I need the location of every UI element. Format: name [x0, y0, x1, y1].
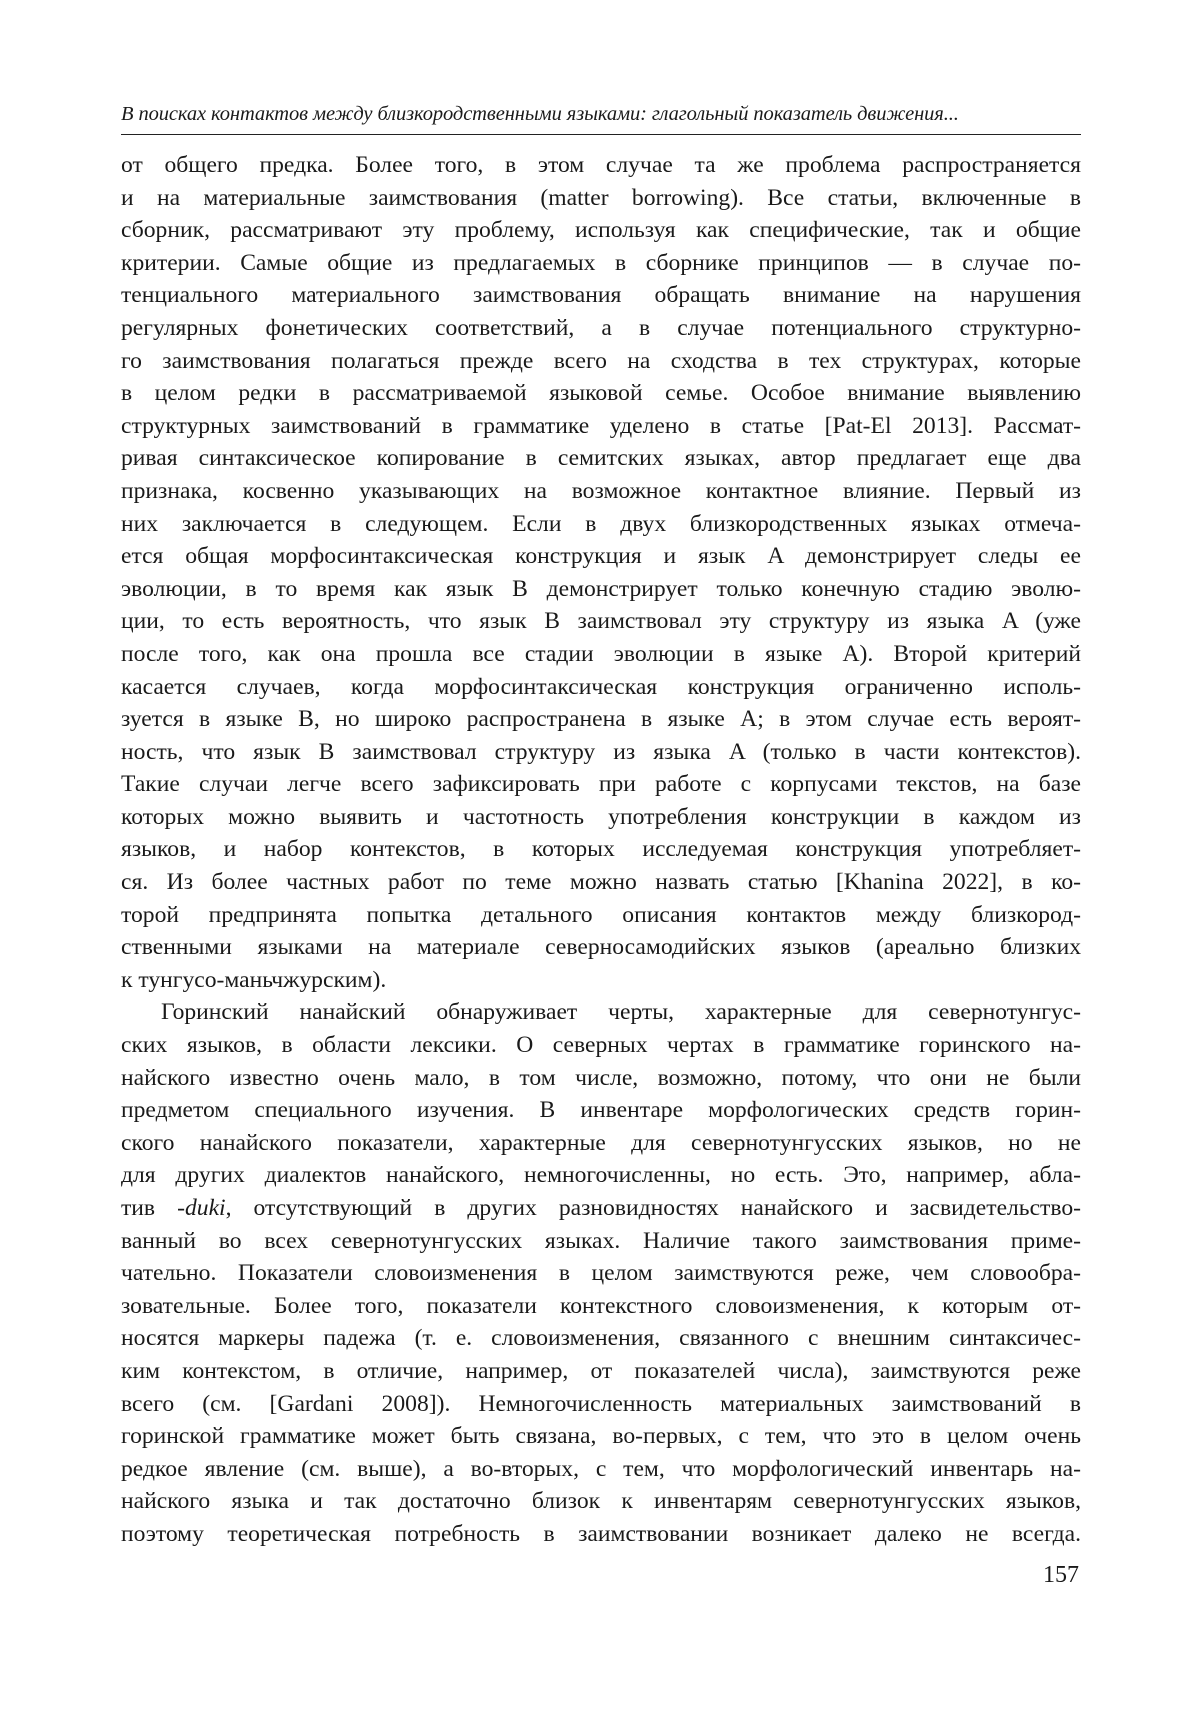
body-text	[121, 149, 1081, 1551]
text-line: ции, то есть вероятность, что язык B заимствовал эту структуру из языка A (уже	[121, 608, 1081, 635]
text-line: ванный во всех севернотунгусских языках. Наличие такого заимствования приме-	[121, 1227, 1081, 1254]
text-line: поэтому теоретическая потребность в заимствовании возникает далеко не всегда.	[121, 1520, 1081, 1547]
text-line: найского известно очень мало, в том числе, возможно, потому, что они не были	[121, 1064, 1081, 1091]
text-line: торой предпринята попытка детального описания контактов между близкород-	[121, 901, 1081, 928]
text-line: и на материальные заимствования (matter borrowing). Все статьи, включенные в	[121, 184, 1081, 211]
text-line: касается случаев, когда морфосинтаксическая конструкция ограниченно исполь-	[121, 673, 1081, 700]
text-line: сборник, рассматривают эту проблему, используя как специфические, так и общие	[121, 217, 1081, 244]
text-line: тенциального материального заимствования обращать внимание на нарушения	[121, 282, 1081, 309]
text-line: для других диалектов нанайского, немногочисленны, но есть. Это, например, абла-	[121, 1162, 1081, 1189]
text-line: структурных заимствований в грамматике уделено в статье [Pat-El 2013]. Рассмат-	[121, 412, 1081, 439]
text-segment: тив	[121, 1195, 178, 1221]
page-number: 157	[1043, 1562, 1079, 1588]
text-line: ского нанайского показатели, характерные для севернотунгусских языков, но не	[121, 1129, 1081, 1156]
text-line: ственными языками на материале северносамодийских языков (ареально близких	[121, 934, 1081, 961]
text-line: зовательные. Более того, показатели контекстного словоизменения, к которым от-	[121, 1292, 1081, 1319]
text-line: носятся маркеры падежа (т. е. словоизменения, связанного с внешним синтаксичес-	[121, 1325, 1081, 1352]
text-line: языков, и набор контекстов, в которых исследуемая конструкция употребляет-	[121, 836, 1081, 863]
paragraph-1	[121, 149, 1081, 996]
text-line: после того, как она прошла все стадии эволюции в языке A). Второй критерий	[121, 640, 1081, 667]
text-line: найского языка и так достаточно близок к инвентарям севернотунгусских языков,	[121, 1488, 1081, 1515]
text-line: всего (см. [Gardani 2008]). Немногочисленность материальных заимствований в	[121, 1390, 1081, 1417]
text-line: предметом специального изучения. В инвентаре морфологических средств горин-	[121, 1097, 1081, 1124]
text-line: ется общая морфосинтаксическая конструкция и язык A демонстрирует следы ее	[121, 543, 1081, 570]
text-line: горинской грамматике может быть связана, во-первых, с тем, что это в целом очень	[121, 1423, 1081, 1450]
text-line: регулярных фонетических соответствий, а в случае потенциального структурно-	[121, 314, 1081, 341]
text-line: го заимствования полагаться прежде всего на сходства в тех структурах, которые	[121, 347, 1081, 374]
text-line: в целом редки в рассматриваемой языковой семье. Особое внимание выявлению	[121, 380, 1081, 407]
text-line: них заключается в следующем. Если в двух близкородственных языках отмеча-	[121, 510, 1081, 537]
text-segment: , отсутствующий в других разновидностях нанайского и засвидетельство-	[225, 1195, 1081, 1221]
text-line: от общего предка. Более того, в этом случае та же проблема распространяется	[121, 152, 1081, 178]
text-line: чательно. Показатели словоизменения в целом заимствуются реже, чем словообра-	[121, 1260, 1081, 1287]
text-line: зуется в языке B, но широко распространена в языке A; в этом случае есть вероят-	[121, 706, 1081, 733]
suffix-duki: -duki	[177, 1195, 226, 1221]
text-line: ся. Из более частных работ по теме можно назвать статью [Khanina 2022], в ко-	[121, 869, 1081, 896]
text-line: ривая синтаксическое копирование в семитских языках, автор предлагает еще два	[121, 445, 1081, 472]
text-line: ность, что язык B заимствовал структуру из языка A (только в части контекстов).	[121, 738, 1081, 765]
text-line: ким контекстом, в отличие, например, от показателей числа), заимствуются реже	[121, 1357, 1081, 1384]
text-line: к тунгусо-маньчжурским).	[121, 966, 387, 993]
text-line: редкое явление (см. выше), а во-вторых, с тем, что морфологический инвентарь на-	[121, 1455, 1081, 1482]
text-line: эволюции, в то время как язык B демонстрирует только конечную стадию эволю-	[121, 575, 1081, 602]
text-line: Горинский нанайский обнаруживает черты, характерные для севернотунгус-	[161, 999, 1081, 1026]
text-line: ских языков, в области лексики. О северных чертах в грамматике горинского на-	[121, 1032, 1081, 1059]
running-head: В поисках контактов между близкородственными языками: глагольный показатель движения...	[121, 100, 1081, 135]
paragraph-2	[121, 996, 1081, 1550]
text-line: признака, косвенно указывающих на возможное контактное влияние. Первый из	[121, 477, 1081, 504]
text-line: которых можно выявить и частотность употребления конструкции в каждом из	[121, 803, 1081, 830]
text-line: критерии. Самые общие из предлагаемых в сборнике принципов — в случае по-	[121, 249, 1081, 276]
text-line-ablative	[121, 1192, 1081, 1225]
page-content	[121, 100, 1081, 1551]
text-line: Такие случаи легче всего зафиксировать при работе с корпусами текстов, на базе	[121, 771, 1081, 798]
